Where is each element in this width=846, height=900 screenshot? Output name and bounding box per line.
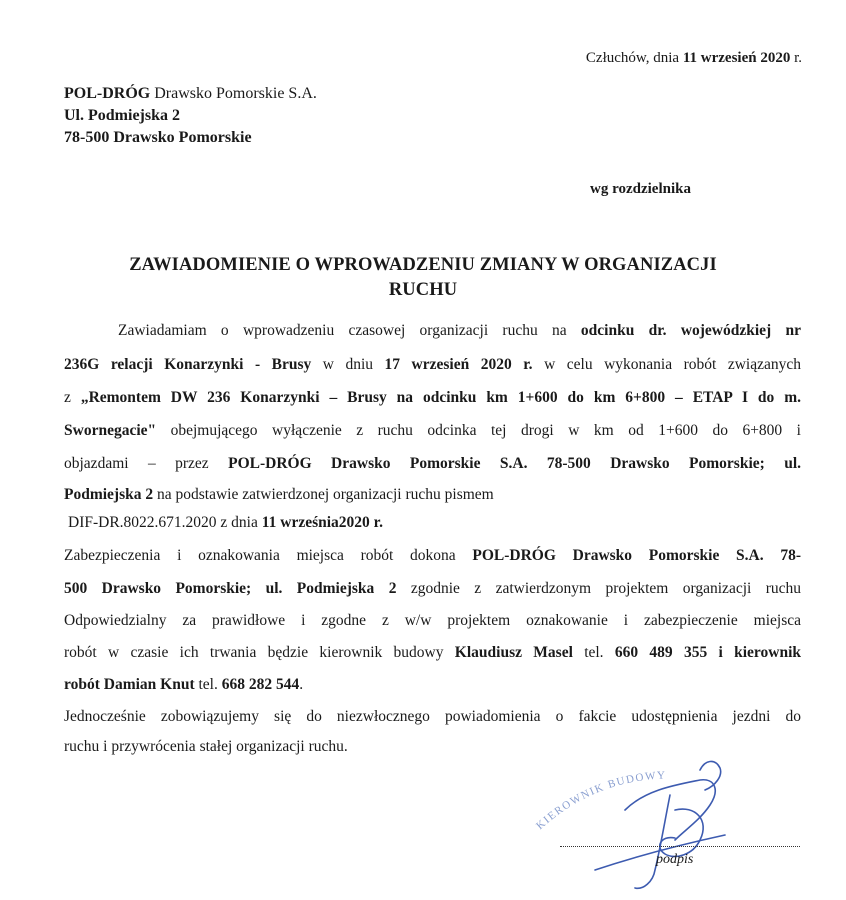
body-line-9: 500 Drawsko Pomorskie; ul. Podmiejska 2 zgodnie z zatwierdzonym projektem organizacji ruchu [64, 580, 801, 597]
body-line-12: robót Damian Knut tel. 668 282 544. [64, 676, 304, 693]
body-line-5: objazdami – przez POL-DRÓG Drawsko Pomorskie S.A. 78-500 Drawsko Pomorskie; ul. [64, 455, 802, 472]
body-line-7: DIF-DR.8022.671.2020 z dnia 11 września2020 r. [68, 514, 384, 531]
stamp-and-signature [525, 750, 825, 900]
sender-street: Ul. Podmiejska 2 [64, 107, 180, 124]
body-line-1: Zawiadamiam o wprowadzeniu czasowej organizacji ruchu na odcinku dr. wojewódzkiej nr [118, 322, 801, 339]
recipient: wg rozdzielnika [590, 181, 691, 197]
signature-label: podpis [656, 852, 694, 867]
document-title-line-1: ZAWIADOMIENIE O WPROWADZENIU ZMIANY W ORGANIZACJI [129, 255, 717, 275]
body-line-8: Zabezpieczenia i oznakowania miejsca robót dokona POL-DRÓG Drawsko Pomorskie S.A. 78- [64, 547, 801, 564]
sender-city: 78-500 Drawsko Pomorskie [64, 129, 252, 146]
stamp-text: KIEROWNIK BUDOWY [534, 769, 667, 833]
body-line-14: ruchu i przywrócenia stałej organizacji ruchu. [64, 738, 348, 755]
date-value: 11 wrzesień 2020 [682, 50, 791, 66]
body-line-10: Odpowiedzialny za prawidłowe i zgodne z w/w projektem oznakowanie i zabezpieczenie miejsca [64, 612, 801, 629]
body-line-3: z „Remontem DW 236 Konarzynki – Brusy na odcinku km 1+600 do km 6+800 – ETAP I do m. [64, 389, 801, 406]
body-line-6: Podmiejska 2 na podstawie zatwierdzonej organizacji ruchu pismem [64, 486, 494, 503]
body-line-11: robót w czasie ich trwania będzie kierownik budowy Klaudiusz Masel tel. 660 489 355 i kierownik [64, 644, 801, 661]
body-line-4: Swornegacie" obejmującego wyłączenie z ruchu odcinka tej drogi w km od 1+600 do 6+800 i [64, 422, 801, 439]
document-date [586, 50, 802, 67]
body-line-2: 236G relacji Konarzynki - Brusy w dniu 17 wrzesień 2020 r. w celu wykonania robót związanych [64, 356, 801, 373]
signature-line [560, 836, 800, 847]
date-suffix: r. [790, 50, 802, 66]
document-title-line-2: RUCHU [388, 280, 458, 300]
sender-name: POL-DRÓG Drawsko Pomorskie S.A. [64, 85, 317, 102]
date-prefix: Człuchów, dnia [585, 50, 683, 66]
body-line-13: Jednocześnie zobowiązujemy się do niezwłocznego powiadomienia o fakcie udostępnienia jezdni do [64, 708, 801, 725]
